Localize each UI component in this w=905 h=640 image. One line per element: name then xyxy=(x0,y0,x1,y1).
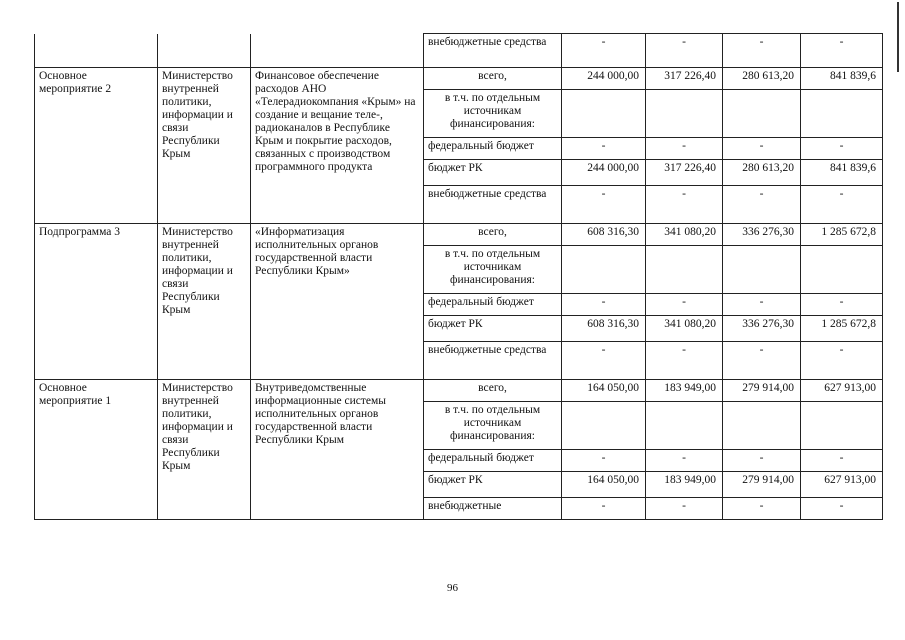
empty-cell xyxy=(251,34,424,68)
amount-cell: - xyxy=(723,138,801,160)
amount-cell: 841 839,6 xyxy=(801,160,883,186)
amount-cell: 336 276,30 xyxy=(723,316,801,342)
program-name-cell: Подпрограмма 3 xyxy=(35,224,158,380)
amount-cell xyxy=(562,402,646,450)
program-name-cell: Основное мероприятие 2 xyxy=(35,68,158,224)
amount-cell xyxy=(562,90,646,138)
empty-cell xyxy=(35,34,158,68)
amount-cell: - xyxy=(646,342,723,380)
amount-cell: 341 080,20 xyxy=(646,224,723,246)
amount-cell: - xyxy=(646,138,723,160)
table-row xyxy=(35,380,883,402)
description-cell: Внутриведомственные информационные системы исполнительных органов государственной власти Республики Крым xyxy=(251,380,424,520)
table-row xyxy=(35,68,883,90)
amount-cell: - xyxy=(723,498,801,520)
amount-cell: - xyxy=(801,138,883,160)
amount-cell: - xyxy=(801,342,883,380)
amount-cell: 317 226,40 xyxy=(646,68,723,90)
amount-cell: 841 839,6 xyxy=(801,68,883,90)
amount-cell: - xyxy=(646,498,723,520)
source-label: федеральный бюджет xyxy=(424,450,562,472)
amount-cell xyxy=(801,246,883,294)
amount-cell xyxy=(646,402,723,450)
amount-cell: 279 914,00 xyxy=(723,380,801,402)
amount-cell: 1 285 672,8 xyxy=(801,316,883,342)
amount-cell: 280 613,20 xyxy=(723,68,801,90)
page-number: 96 xyxy=(447,582,458,594)
amount-cell: 627 913,00 xyxy=(801,472,883,498)
source-label: всего, xyxy=(424,68,562,90)
amount-cell: - xyxy=(562,138,646,160)
amount-cell: - xyxy=(646,450,723,472)
amount-cell: 279 914,00 xyxy=(723,472,801,498)
amount-cell: 244 000,00 xyxy=(562,160,646,186)
source-label: в т.ч. по отдельным источникам финансирования: xyxy=(424,90,562,138)
source-label: бюджет РК xyxy=(424,160,562,186)
source-label: внебюджетные xyxy=(424,498,562,520)
amount-cell: - xyxy=(562,498,646,520)
source-label: внебюджетные средства xyxy=(424,34,562,68)
amount-cell: - xyxy=(562,34,646,68)
amount-cell: 336 276,30 xyxy=(723,224,801,246)
amount-cell: - xyxy=(723,34,801,68)
source-label: федеральный бюджет xyxy=(424,138,562,160)
amount-cell: 608 316,30 xyxy=(562,224,646,246)
amount-cell: - xyxy=(562,450,646,472)
amount-cell: 1 285 672,8 xyxy=(801,224,883,246)
amount-cell: - xyxy=(646,294,723,316)
amount-cell xyxy=(646,246,723,294)
executor-cell: Министерство внутренней политики, информации и связи Республики Крым xyxy=(158,68,251,224)
table-row xyxy=(35,224,883,246)
amount-cell xyxy=(723,402,801,450)
amount-cell: 627 913,00 xyxy=(801,380,883,402)
table-row xyxy=(35,34,883,68)
executor-cell: Министерство внутренней политики, информации и связи Республики Крым xyxy=(158,380,251,520)
amount-cell: 164 050,00 xyxy=(562,472,646,498)
amount-cell: 183 949,00 xyxy=(646,472,723,498)
source-label: внебюджетные средства xyxy=(424,186,562,224)
amount-cell xyxy=(723,246,801,294)
budget-table xyxy=(34,33,883,520)
amount-cell xyxy=(801,90,883,138)
amount-cell: 608 316,30 xyxy=(562,316,646,342)
amount-cell: - xyxy=(723,342,801,380)
scan-edge-mark xyxy=(897,2,899,72)
source-label: бюджет РК xyxy=(424,472,562,498)
executor-cell: Министерство внутренней политики, информации и связи Республики Крым xyxy=(158,224,251,380)
amount-cell xyxy=(801,402,883,450)
amount-cell: 280 613,20 xyxy=(723,160,801,186)
amount-cell: - xyxy=(801,34,883,68)
amount-cell: - xyxy=(801,450,883,472)
amount-cell: - xyxy=(801,186,883,224)
source-label: в т.ч. по отдельным источникам финансирования: xyxy=(424,402,562,450)
source-label: федеральный бюджет xyxy=(424,294,562,316)
amount-cell: 244 000,00 xyxy=(562,68,646,90)
amount-cell: - xyxy=(801,294,883,316)
amount-cell: 317 226,40 xyxy=(646,160,723,186)
description-cell: Финансовое обеспечение расходов АНО «Телерадиокомпания «Крым» на создание и вещание теле-, радиоканалов в Республике Крым и покрытие расходов, связанных с производством программного продукта xyxy=(251,68,424,224)
amount-cell xyxy=(723,90,801,138)
amount-cell: - xyxy=(646,34,723,68)
amount-cell xyxy=(562,246,646,294)
amount-cell: - xyxy=(562,294,646,316)
amount-cell: - xyxy=(646,186,723,224)
amount-cell: - xyxy=(562,342,646,380)
amount-cell: - xyxy=(723,294,801,316)
amount-cell xyxy=(646,90,723,138)
empty-cell xyxy=(158,34,251,68)
source-label: внебюджетные средства xyxy=(424,342,562,380)
amount-cell: - xyxy=(562,186,646,224)
amount-cell: 164 050,00 xyxy=(562,380,646,402)
source-label: всего, xyxy=(424,380,562,402)
description-cell: «Информатизация исполнительных органов государственной власти Республики Крым» xyxy=(251,224,424,380)
source-label: всего, xyxy=(424,224,562,246)
amount-cell: 341 080,20 xyxy=(646,316,723,342)
source-label: бюджет РК xyxy=(424,316,562,342)
amount-cell: - xyxy=(801,498,883,520)
amount-cell: - xyxy=(723,450,801,472)
program-name-cell: Основное мероприятие 1 xyxy=(35,380,158,520)
amount-cell: - xyxy=(723,186,801,224)
source-label: в т.ч. по отдельным источникам финансирования: xyxy=(424,246,562,294)
amount-cell: 183 949,00 xyxy=(646,380,723,402)
